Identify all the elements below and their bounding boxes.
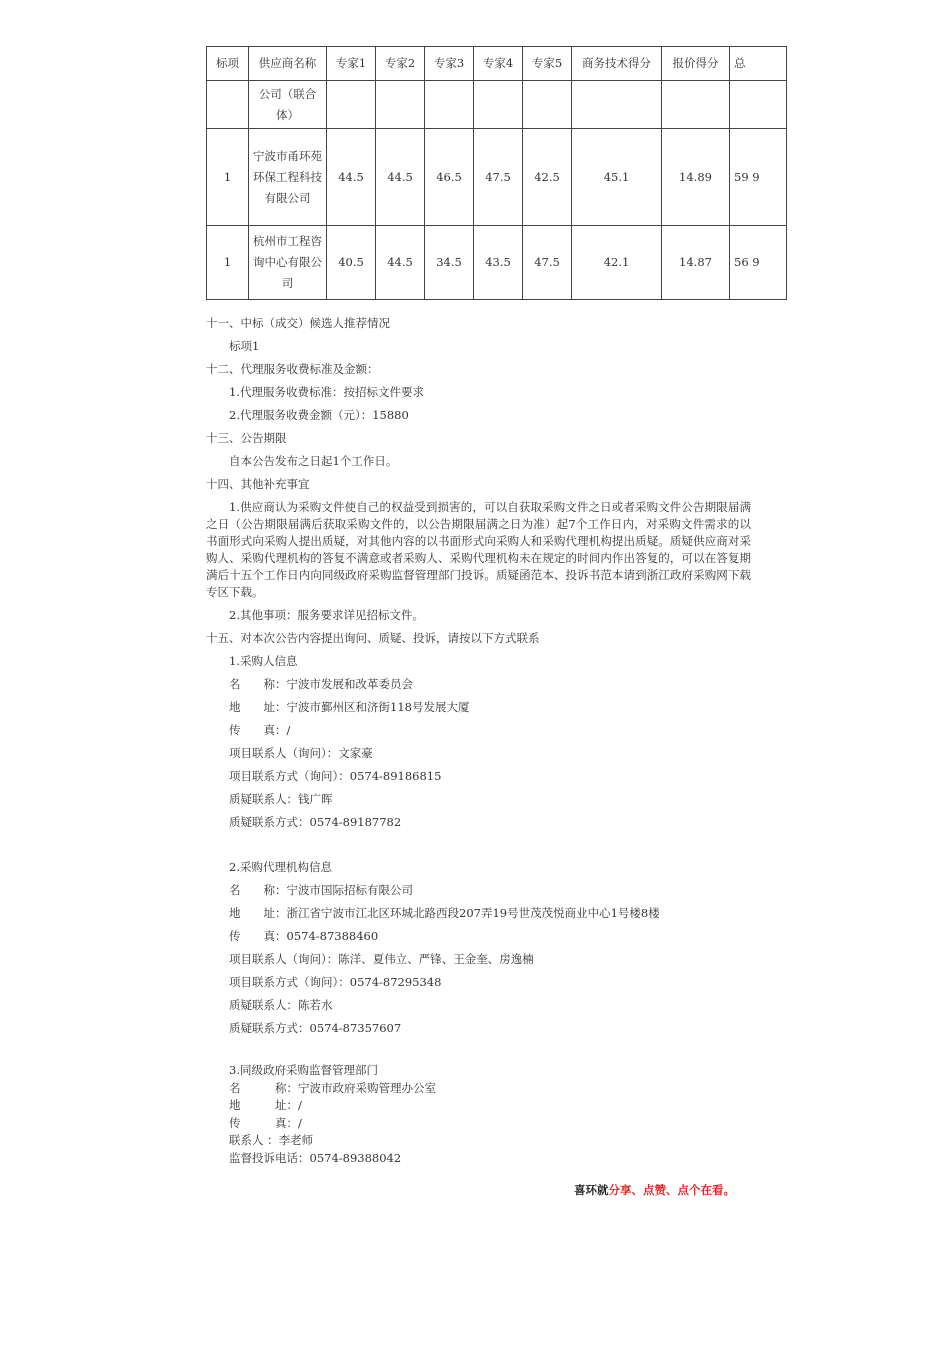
table-cell: 公司（联合体）: [249, 81, 327, 129]
purchaser-address: 地 址：宁波市鄞州区和济街118号发展大厦: [229, 700, 470, 714]
table-cell: 14.89: [662, 129, 730, 226]
table-row: [207, 129, 787, 226]
purchaser-fax: 传 真：/: [229, 723, 291, 737]
purchaser-inquiry-phone: 项目联系方式（询问）：0574-89186815: [229, 769, 442, 783]
table-cell: [327, 81, 376, 129]
table-cell: [572, 81, 662, 129]
agency-name: 名 称：宁波市国际招标有限公司: [229, 883, 413, 897]
agency-fax: 传 真：0574-87388460: [229, 929, 379, 943]
gov-address: 地 址：/: [229, 1098, 302, 1112]
gov-fax: 传 真：/: [229, 1115, 302, 1130]
gov-dept-block: [206, 1062, 751, 1167]
footer-highlight: 分享、点赞、点个在看。: [608, 1183, 735, 1197]
gov-contact: 联系人 ：李老师: [229, 1133, 314, 1147]
section-title: 十一、中标（成交）候选人推荐情况: [206, 316, 390, 330]
table-cell: 45.1: [572, 129, 662, 226]
column-header: 商务技术得分: [572, 47, 662, 81]
table-cell: 47.5: [474, 129, 523, 226]
table-cell: 43.5: [474, 226, 523, 300]
table-cell: 44.5: [376, 129, 425, 226]
lot-item: 标项1: [229, 339, 260, 353]
table-cell: [662, 81, 730, 129]
table-cell: 14.87: [662, 226, 730, 300]
table-cell: [523, 81, 572, 129]
table-header-row: [207, 47, 787, 81]
section-title: 十二、代理服务收费标准及金额：: [206, 362, 379, 376]
share-footer: [574, 1182, 735, 1198]
purchaser-name: 名 称：宁波市发展和改革委员会: [229, 677, 413, 691]
agency-challenge-contact: 质疑联系人：陈若水: [229, 998, 333, 1012]
table-cell: 34.5: [425, 226, 474, 300]
table-cell: [425, 81, 474, 129]
column-header: 报价得分: [662, 47, 730, 81]
table-cell: 40.5: [327, 226, 376, 300]
period-text: 自本公告发布之日起1个工作日。: [229, 454, 398, 468]
table-cell: 宁波市甬环苑环保工程科技有限公司: [249, 129, 327, 226]
table-cell: [730, 81, 787, 129]
purchaser-heading: 1.采购人信息: [229, 654, 298, 668]
section-title: 十三、公告期限: [206, 431, 287, 445]
purchaser-challenge-phone: 质疑联系方式：0574-89187782: [229, 815, 402, 829]
table-row: [207, 226, 787, 300]
footer-prefix: 喜环就: [574, 1183, 609, 1197]
table-cell: [376, 81, 425, 129]
score-table: [206, 46, 787, 300]
table-cell: 42.1: [572, 226, 662, 300]
table-cell: 47.5: [523, 226, 572, 300]
fee-standard: 1.代理服务收费标准：按招标文件要求: [229, 385, 424, 399]
column-header: 标项: [207, 47, 249, 81]
gov-name: 名 称：宁波市政府采购管理办公室: [229, 1080, 436, 1095]
column-header: 供应商名称: [249, 47, 327, 81]
table-cell: 59 9: [730, 129, 787, 226]
table-cell: 1: [207, 226, 249, 300]
table-cell: 44.5: [376, 226, 425, 300]
purchaser-inquiry-contact: 项目联系人（询问）：文家豪: [229, 746, 373, 760]
table-cell: 42.5: [523, 129, 572, 226]
column-header: 专家2: [376, 47, 425, 81]
column-header: 专家3: [425, 47, 474, 81]
column-header: 专家4: [474, 47, 523, 81]
other-matters: 2.其他事项：服务要求详见招标文件。: [229, 608, 424, 622]
complaint-paragraph: 1.供应商认为采购文件使自己的权益受到损害的，可以自获取采购文件之日或者采购文件公告期限届满之日（公告期限届满后获取采购文件的，以公告期限届满之日为准）起7个工作日内，对采购文件需求的以书面形式向采购人提出质疑，对其他内容的以书面形式向采购人和采购代理机构提出质疑。质疑供应商对采购人、采购代理机构的答复不满意或者采购人、采购代理机构未在规定的时间内作出答复的，可以在答复期满后十五个工作日内向同级政府采购监督管理部门投诉。质疑函范本、投诉书范本请到浙江政府采购网下载专区下载。: [206, 500, 751, 599]
score-table-container: [206, 46, 760, 308]
fee-amount: 2.代理服务收费金额（元）：15880: [229, 408, 409, 422]
table-cell: [474, 81, 523, 129]
table-cell: 46.5: [425, 129, 474, 226]
gov-complaint-phone: 监督投诉电话：0574-89388042: [229, 1150, 402, 1165]
agency-challenge-phone: 质疑联系方式：0574-87357607: [229, 1021, 402, 1035]
table-cell: 56 9: [730, 226, 787, 300]
table-cell: 杭州市工程咨询中心有限公司: [249, 226, 327, 300]
agency-address: 地 址：浙江省宁波市江北区环城北路西段207弄19号世茂茂悦商业中心1号楼8楼: [229, 906, 660, 920]
table-cell: [207, 81, 249, 129]
column-header: 专家1: [327, 47, 376, 81]
agency-heading: 2.采购代理机构信息: [229, 860, 332, 874]
agency-inquiry-phone: 项目联系方式（询问）：0574-87295348: [229, 975, 442, 989]
gov-heading: 3.同级政府采购监督管理部门: [229, 1063, 378, 1077]
column-header: 总: [730, 47, 787, 81]
section-title: 十五、对本次公告内容提出询问、质疑、投诉，请按以下方式联系: [206, 631, 540, 645]
table-cell: 1: [207, 129, 249, 226]
table-row: [207, 81, 787, 129]
table-cell: 44.5: [327, 129, 376, 226]
column-header: 专家5: [523, 47, 572, 81]
announcement-body: [206, 312, 751, 1167]
purchaser-challenge-contact: 质疑联系人：钱广晖: [229, 792, 333, 806]
agency-inquiry-contact: 项目联系人（询问）：陈洋、夏伟立、严锋、王金奎、房逸楠: [229, 952, 534, 966]
section-title: 十四、其他补充事宜: [206, 477, 310, 491]
